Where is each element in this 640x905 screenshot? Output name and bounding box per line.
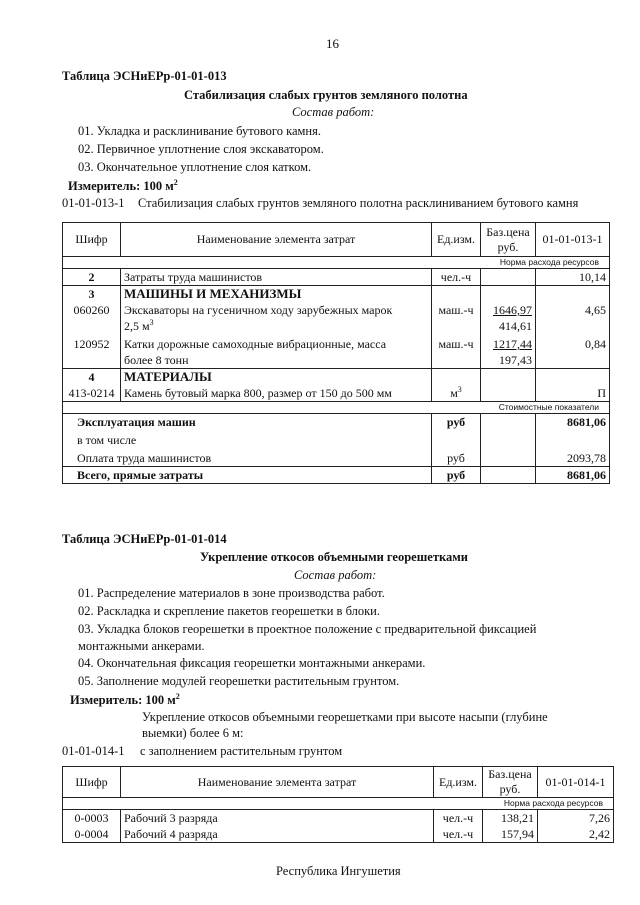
row-unit: чел.-ч	[434, 826, 483, 843]
header-name: Наименование элемента затрат	[121, 223, 432, 257]
row-name: Катки дорожные самоходные вибрационные, масса более 8 тонн	[121, 334, 432, 369]
table2-item-code: 01-01-014-1	[62, 744, 125, 758]
empty-cell	[536, 430, 610, 448]
row-price: 1646,97 414,61	[481, 302, 536, 334]
row-price: 138,21	[483, 810, 538, 827]
empty-cell	[432, 286, 481, 303]
table2-code-line: Таблица ЭСНиЕРр-01-01-014	[62, 532, 227, 546]
header-name: Наименование элемента затрат	[121, 767, 434, 798]
row-code: 2	[63, 269, 121, 286]
table1-work-item: 01. Укладка и расклинивание бутового камня.	[78, 124, 321, 138]
empty-cell	[481, 286, 536, 303]
row-unit: $м^3$	[432, 385, 481, 402]
row-name: Рабочий 4 разряда	[121, 826, 434, 843]
table2-work-item: 03. Укладка блоков георешетки в проектное положение с предварительной фиксацией	[78, 622, 537, 636]
table2-work-item: 02. Раскладка и скрепление пакетов георешетки в блоки.	[78, 604, 380, 618]
table1-works-title: Состав работ:	[292, 105, 375, 119]
table2-work-item: монтажными анкерами.	[78, 639, 205, 653]
table2-title: Укрепление откосов объемными георешетками	[200, 550, 468, 564]
row-value: 7,26	[538, 810, 614, 827]
section-code: 3	[63, 286, 121, 303]
page-number: 16	[326, 36, 339, 51]
row-name: Камень бутовый марка 800, размер от 150 до 500 мм	[121, 385, 432, 402]
header-column: 01-01-014-1	[538, 767, 614, 798]
norm-label: Норма расхода ресурсов	[63, 798, 614, 810]
empty-cell	[536, 369, 610, 386]
table2-work-item: 01. Распределение материалов в зоне производства работ.	[78, 586, 385, 600]
norm-label: Норма расхода ресурсов	[63, 257, 610, 269]
row-code: 0-0004	[63, 826, 121, 843]
empty-cell	[481, 467, 536, 484]
table2-work-item: 04. Окончательная фиксация георешетки монтажными анкерами.	[78, 656, 426, 670]
cost-name: Оплата труда машинистов	[63, 448, 432, 467]
row-code: 0-0003	[63, 810, 121, 827]
header-unit: Ед.изм.	[432, 223, 481, 257]
row-value: 0,84	[536, 334, 610, 369]
table1-title: Стабилизация слабых грунтов земляного полотна	[184, 88, 468, 102]
table2-group-text: Укрепление откосов объемными георешетками при высоте насыпи (глубине	[142, 710, 548, 724]
cost-unit: руб	[432, 414, 481, 431]
header-code: Шифр	[63, 767, 121, 798]
row-price	[481, 385, 536, 402]
cost-label: Стоимостные показатели	[63, 402, 610, 414]
cost-value: 8681,06	[536, 414, 610, 431]
cost-value: 8681,06	[536, 467, 610, 484]
table1-work-item: 03. Окончательное уплотнение слоя катком.	[78, 160, 312, 174]
header-price: Баз.цена руб.	[481, 223, 536, 257]
table2-meter: Измеритель: 100 $м^2$	[70, 691, 180, 707]
row-unit: чел.-ч	[432, 269, 481, 286]
cost-name: в том числе	[63, 430, 432, 448]
header-column: 01-01-013-1	[536, 223, 610, 257]
table2-group-text: выемки) более 6 м:	[142, 726, 244, 740]
row-name: Рабочий 3 разряда	[121, 810, 434, 827]
table1-code-line: Таблица ЭСНиЕРр-01-01-013	[62, 69, 227, 83]
row-name: Затраты труда машинистов	[121, 269, 432, 286]
empty-cell	[432, 369, 481, 386]
row-unit: маш.-ч	[432, 334, 481, 369]
row-code: 060260	[63, 302, 121, 334]
empty-cell	[481, 430, 536, 448]
row-value: П	[536, 385, 610, 402]
row-code: 413-0214	[63, 385, 121, 402]
table2-work-item: 05. Заполнение модулей георешетки растительным грунтом.	[78, 674, 400, 688]
row-value: 2,42	[538, 826, 614, 843]
table1-item-code: 01-01-013-1	[62, 196, 125, 210]
empty-cell	[481, 369, 536, 386]
row-unit: маш.-ч	[432, 302, 481, 334]
table2-resource-table	[62, 766, 614, 843]
cost-unit: руб	[432, 467, 481, 484]
cost-name: Эксплуатация машин	[63, 414, 432, 431]
row-value: 10,14	[536, 269, 610, 286]
table1-work-item: 02. Первичное уплотнение слоя экскаватором.	[78, 142, 324, 156]
footer-region: Республика Ингушетия	[276, 864, 401, 878]
row-unit: чел.-ч	[434, 810, 483, 827]
table2-item-name: с заполнением растительным грунтом	[140, 744, 343, 758]
table2-works-title: Состав работ:	[294, 568, 377, 582]
row-price: 157,94	[483, 826, 538, 843]
table1-resource-table	[62, 222, 610, 484]
cost-name: Всего, прямые затраты	[63, 467, 432, 484]
row-price	[481, 269, 536, 286]
header-code: Шифр	[63, 223, 121, 257]
table1-item-name: Стабилизация слабых грунтов земляного полотна расклиниванием бутового камня	[138, 196, 579, 210]
empty-cell	[481, 448, 536, 467]
row-name: Экскаваторы на гусеничном ходу зарубежных марок 2,5 $м^3$	[121, 302, 432, 334]
section-code: 4	[63, 369, 121, 386]
section-name: МАТЕРИАЛЫ	[121, 369, 432, 386]
row-price: 1217,44 197,43	[481, 334, 536, 369]
cost-value: 2093,78	[536, 448, 610, 467]
empty-cell	[481, 414, 536, 431]
empty-cell	[432, 430, 481, 448]
cost-unit: руб	[432, 448, 481, 467]
row-code: 120952	[63, 334, 121, 369]
section-name: МАШИНЫ И МЕХАНИЗМЫ	[121, 286, 432, 303]
empty-cell	[536, 286, 610, 303]
row-value: 4,65	[536, 302, 610, 334]
header-unit: Ед.изм.	[434, 767, 483, 798]
header-price: Баз.цена руб.	[483, 767, 538, 798]
table1-meter: Измеритель: 100 $м^2$	[68, 177, 178, 193]
